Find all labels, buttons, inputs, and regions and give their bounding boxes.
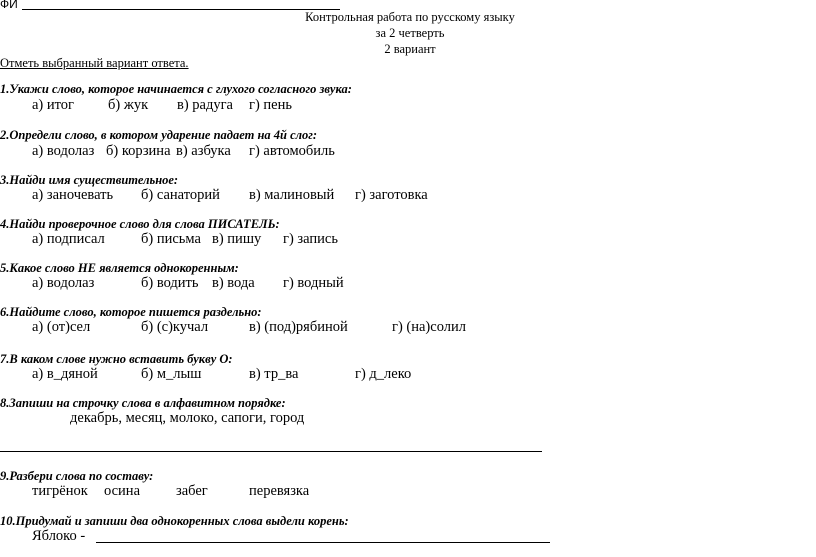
question-8: 8.Запиши на строчку слова в алфавитном порядке: xyxy=(0,396,286,410)
q3-option-a[interactable]: а) заночевать xyxy=(32,187,114,203)
q9-word-3: забег xyxy=(176,483,208,499)
q5-option-d[interactable]: г) водный xyxy=(283,275,344,291)
q3-option-b[interactable]: б) санаторий xyxy=(141,187,220,203)
q6-option-b[interactable]: б) (с)кучал xyxy=(141,319,209,335)
q7-option-d[interactable]: г) д_леко xyxy=(355,366,412,382)
q1-option-a[interactable]: а) итог xyxy=(32,97,74,113)
q7-option-b[interactable]: б) м_лыш xyxy=(141,366,202,382)
title-line-2: за 2 четверть xyxy=(375,26,445,40)
q6-option-a[interactable]: а) (от)сел xyxy=(32,319,91,335)
q8-answer-line[interactable] xyxy=(0,451,542,452)
question-9: 9.Разбери слова по составу: xyxy=(0,469,154,483)
q5-option-b[interactable]: б) водить xyxy=(141,275,199,291)
question-6: 6.Найдите слово, которое пишется раздельно: xyxy=(0,305,262,319)
q2-option-d[interactable]: г) автомобиль xyxy=(249,143,335,159)
q1-option-c[interactable]: в) радуга xyxy=(177,97,233,113)
q9-word-4: перевязка xyxy=(249,483,310,499)
q10-answer-line[interactable] xyxy=(96,542,550,543)
q6-option-d[interactable]: г) (на)солил xyxy=(392,319,466,335)
question-10: 10.Придумай и запиши два однокоренных слова выдели корень: xyxy=(0,514,349,528)
q5-option-c[interactable]: в) вода xyxy=(212,275,255,291)
q1-option-d[interactable]: г) пень xyxy=(249,97,292,113)
q2-option-b[interactable]: б) корзина xyxy=(106,143,171,159)
question-3: 3.Найди имя существительное: xyxy=(0,173,179,187)
question-1: 1.Укажи слово, которое начинается с глухого согласного звука: xyxy=(0,82,352,96)
q4-option-d[interactable]: г) запись xyxy=(283,231,338,247)
question-7: 7.В каком слове нужно вставить букву О: xyxy=(0,352,233,366)
title-line-3: 2 вариант xyxy=(384,42,436,56)
q4-option-c[interactable]: в) пишу xyxy=(212,231,262,247)
q2-option-c[interactable]: в) азбука xyxy=(176,143,231,159)
name-label: ФИ xyxy=(0,0,18,11)
q1-option-b[interactable]: б) жук xyxy=(108,97,149,113)
title-line-1: Контрольная работа по русскому языку xyxy=(305,10,515,24)
name-line[interactable] xyxy=(22,9,340,10)
q6-option-c[interactable]: в) (под)рябиной xyxy=(249,319,348,335)
q3-option-d[interactable]: г) заготовка xyxy=(355,187,428,203)
q7-option-c[interactable]: в) тр_ва xyxy=(249,366,299,382)
q4-option-b[interactable]: б) письма xyxy=(141,231,201,247)
q9-word-2: осина xyxy=(104,483,141,499)
question-4: 4.Найди проверочное слово для слова ПИСАТЕЛЬ: xyxy=(0,217,280,231)
question-2: 2.Определи слово, в котором ударение падает на 4й слог: xyxy=(0,128,318,142)
q10-prompt: Яблоко - xyxy=(32,528,86,544)
q5-option-a[interactable]: а) водолаз xyxy=(32,275,95,291)
q8-words: декабрь, месяц, молоко, сапоги, город xyxy=(70,410,305,426)
q4-option-a[interactable]: а) подписал xyxy=(32,231,105,247)
question-5: 5.Какое слово НЕ является однокоренным: xyxy=(0,261,239,275)
q7-option-a[interactable]: а) в_дяной xyxy=(32,366,98,382)
q9-word-1: тигрёнок xyxy=(32,483,88,499)
instruction: Отметь выбранный вариант ответа. xyxy=(0,56,189,70)
q2-option-a[interactable]: а) водолаз xyxy=(32,143,95,159)
q3-option-c[interactable]: в) малиновый xyxy=(249,187,335,203)
